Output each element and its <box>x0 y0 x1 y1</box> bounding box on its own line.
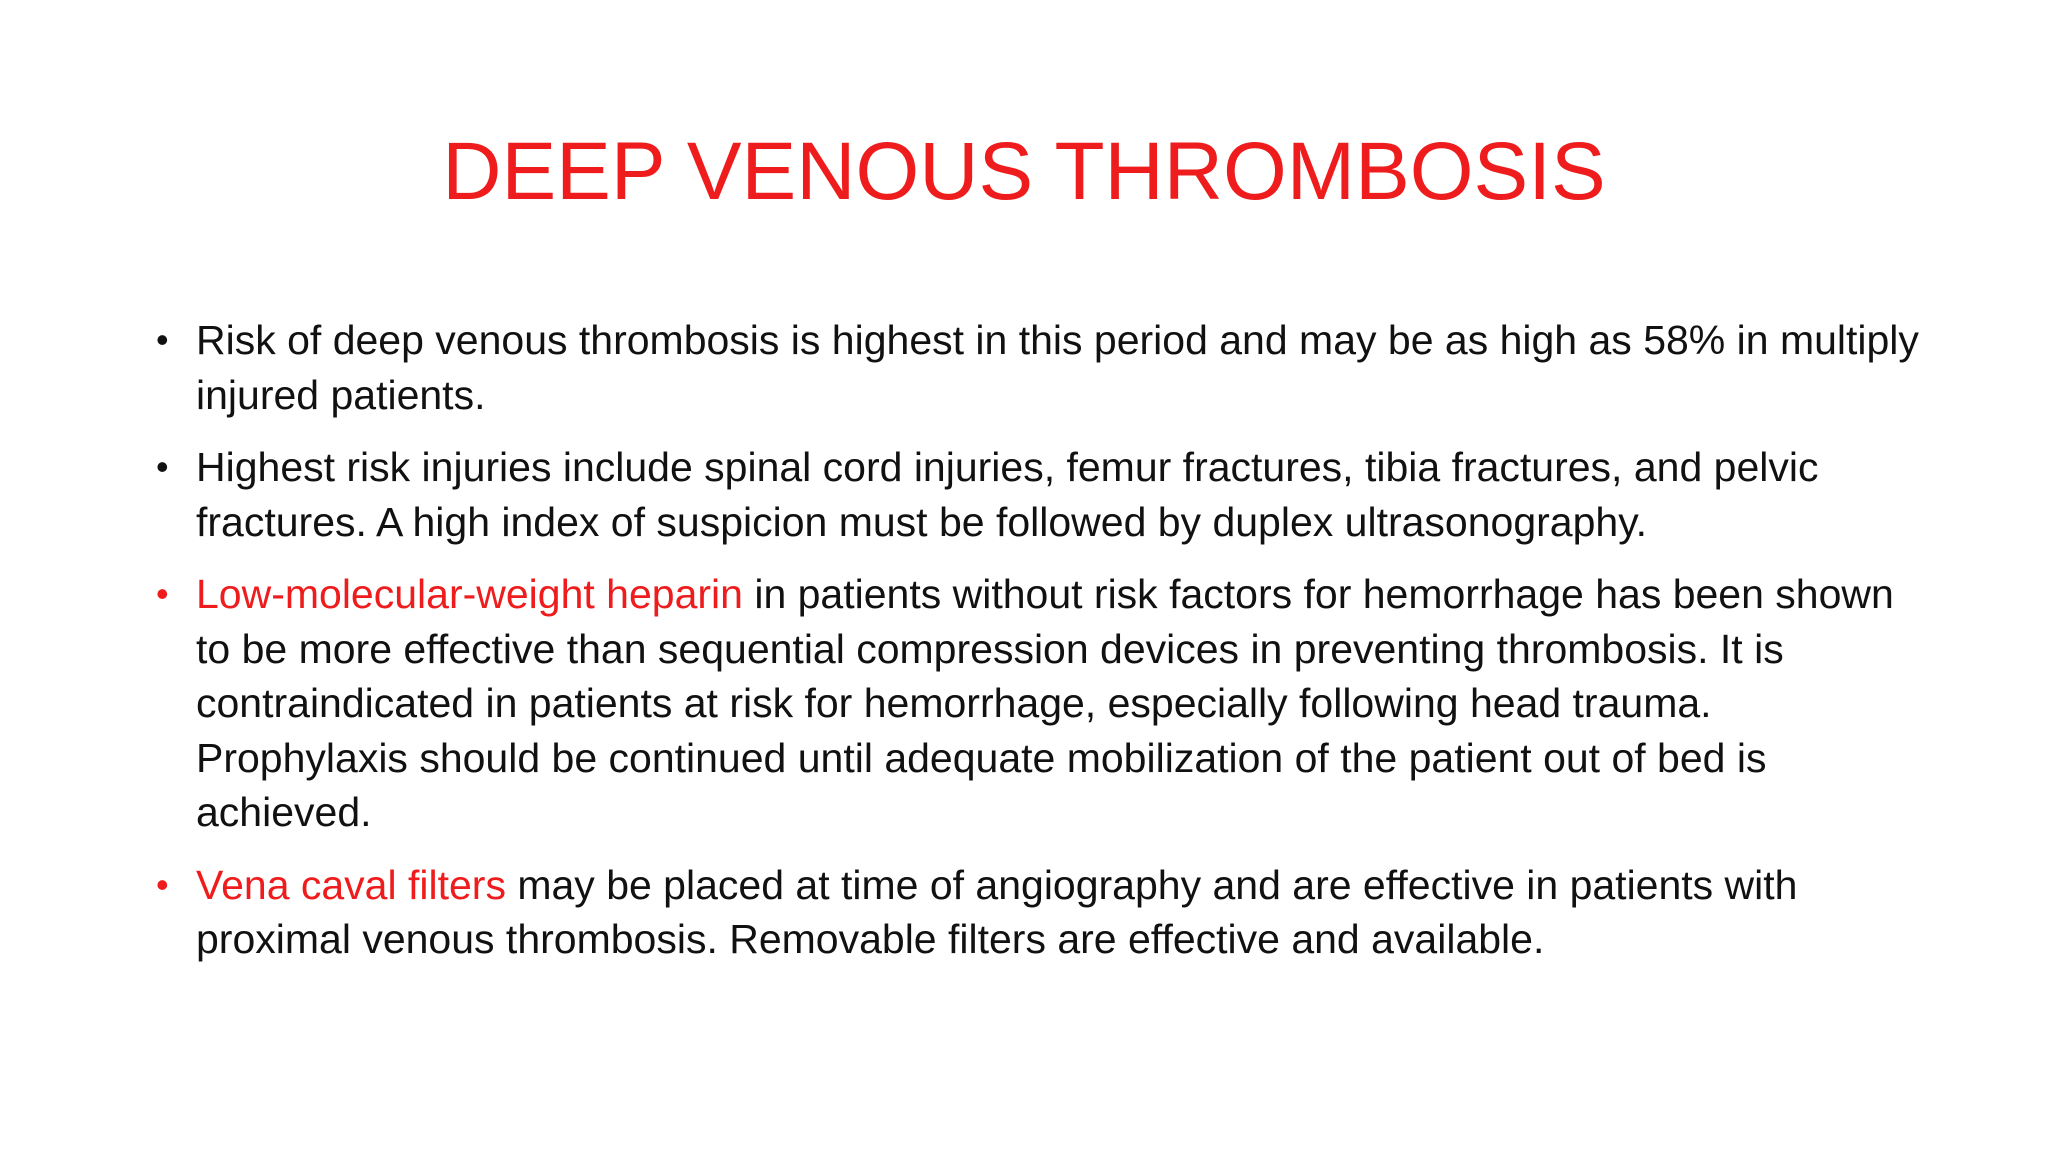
bullet-dot-icon: • <box>156 863 169 905</box>
bullet-text: Risk of deep venous thrombosis is highest in this period and may be as high as 58% in multiply injured patients. <box>196 317 1919 418</box>
bullet-text: may be placed at time of angiography and are effective in patients with proximal venous thrombosis. Removable filters are effective and available. <box>196 861 1798 962</box>
bullet-text: Highest risk injuries include spinal cord injuries, femur fractures, tibia fractures, and pelvic fractures. A high index of suspicion must be followed by duplex ultrasonography. <box>196 444 1819 545</box>
bullet-item-highest-risk-injuries <box>150 440 1930 549</box>
bullet-item-vena-caval-filters <box>150 858 1930 967</box>
bullet-highlight: Low-molecular-weight heparin <box>196 571 743 617</box>
bullet-highlight: Vena caval filters <box>196 861 506 908</box>
bullet-text: in patients without risk factors for hemorrhage has been shown to be more effective than sequential compression devices in preventing thrombosis. It is contraindicated in patients at risk for hemorrhage, especially following head trauma. Prophylaxis should be continued until adequate mobilization of the patient out of bed is achieved. <box>196 571 1894 835</box>
bullet-dot-icon: • <box>156 446 169 487</box>
bullet-dot-icon: • <box>156 319 169 360</box>
bullet-dot-icon: • <box>156 573 169 614</box>
bullet-item-lmwh <box>150 567 1930 840</box>
slide-title: DEEP VENOUS THROMBOSIS <box>442 126 1606 217</box>
bullet-item-risk <box>150 313 1930 422</box>
bullet-list <box>150 313 1930 985</box>
